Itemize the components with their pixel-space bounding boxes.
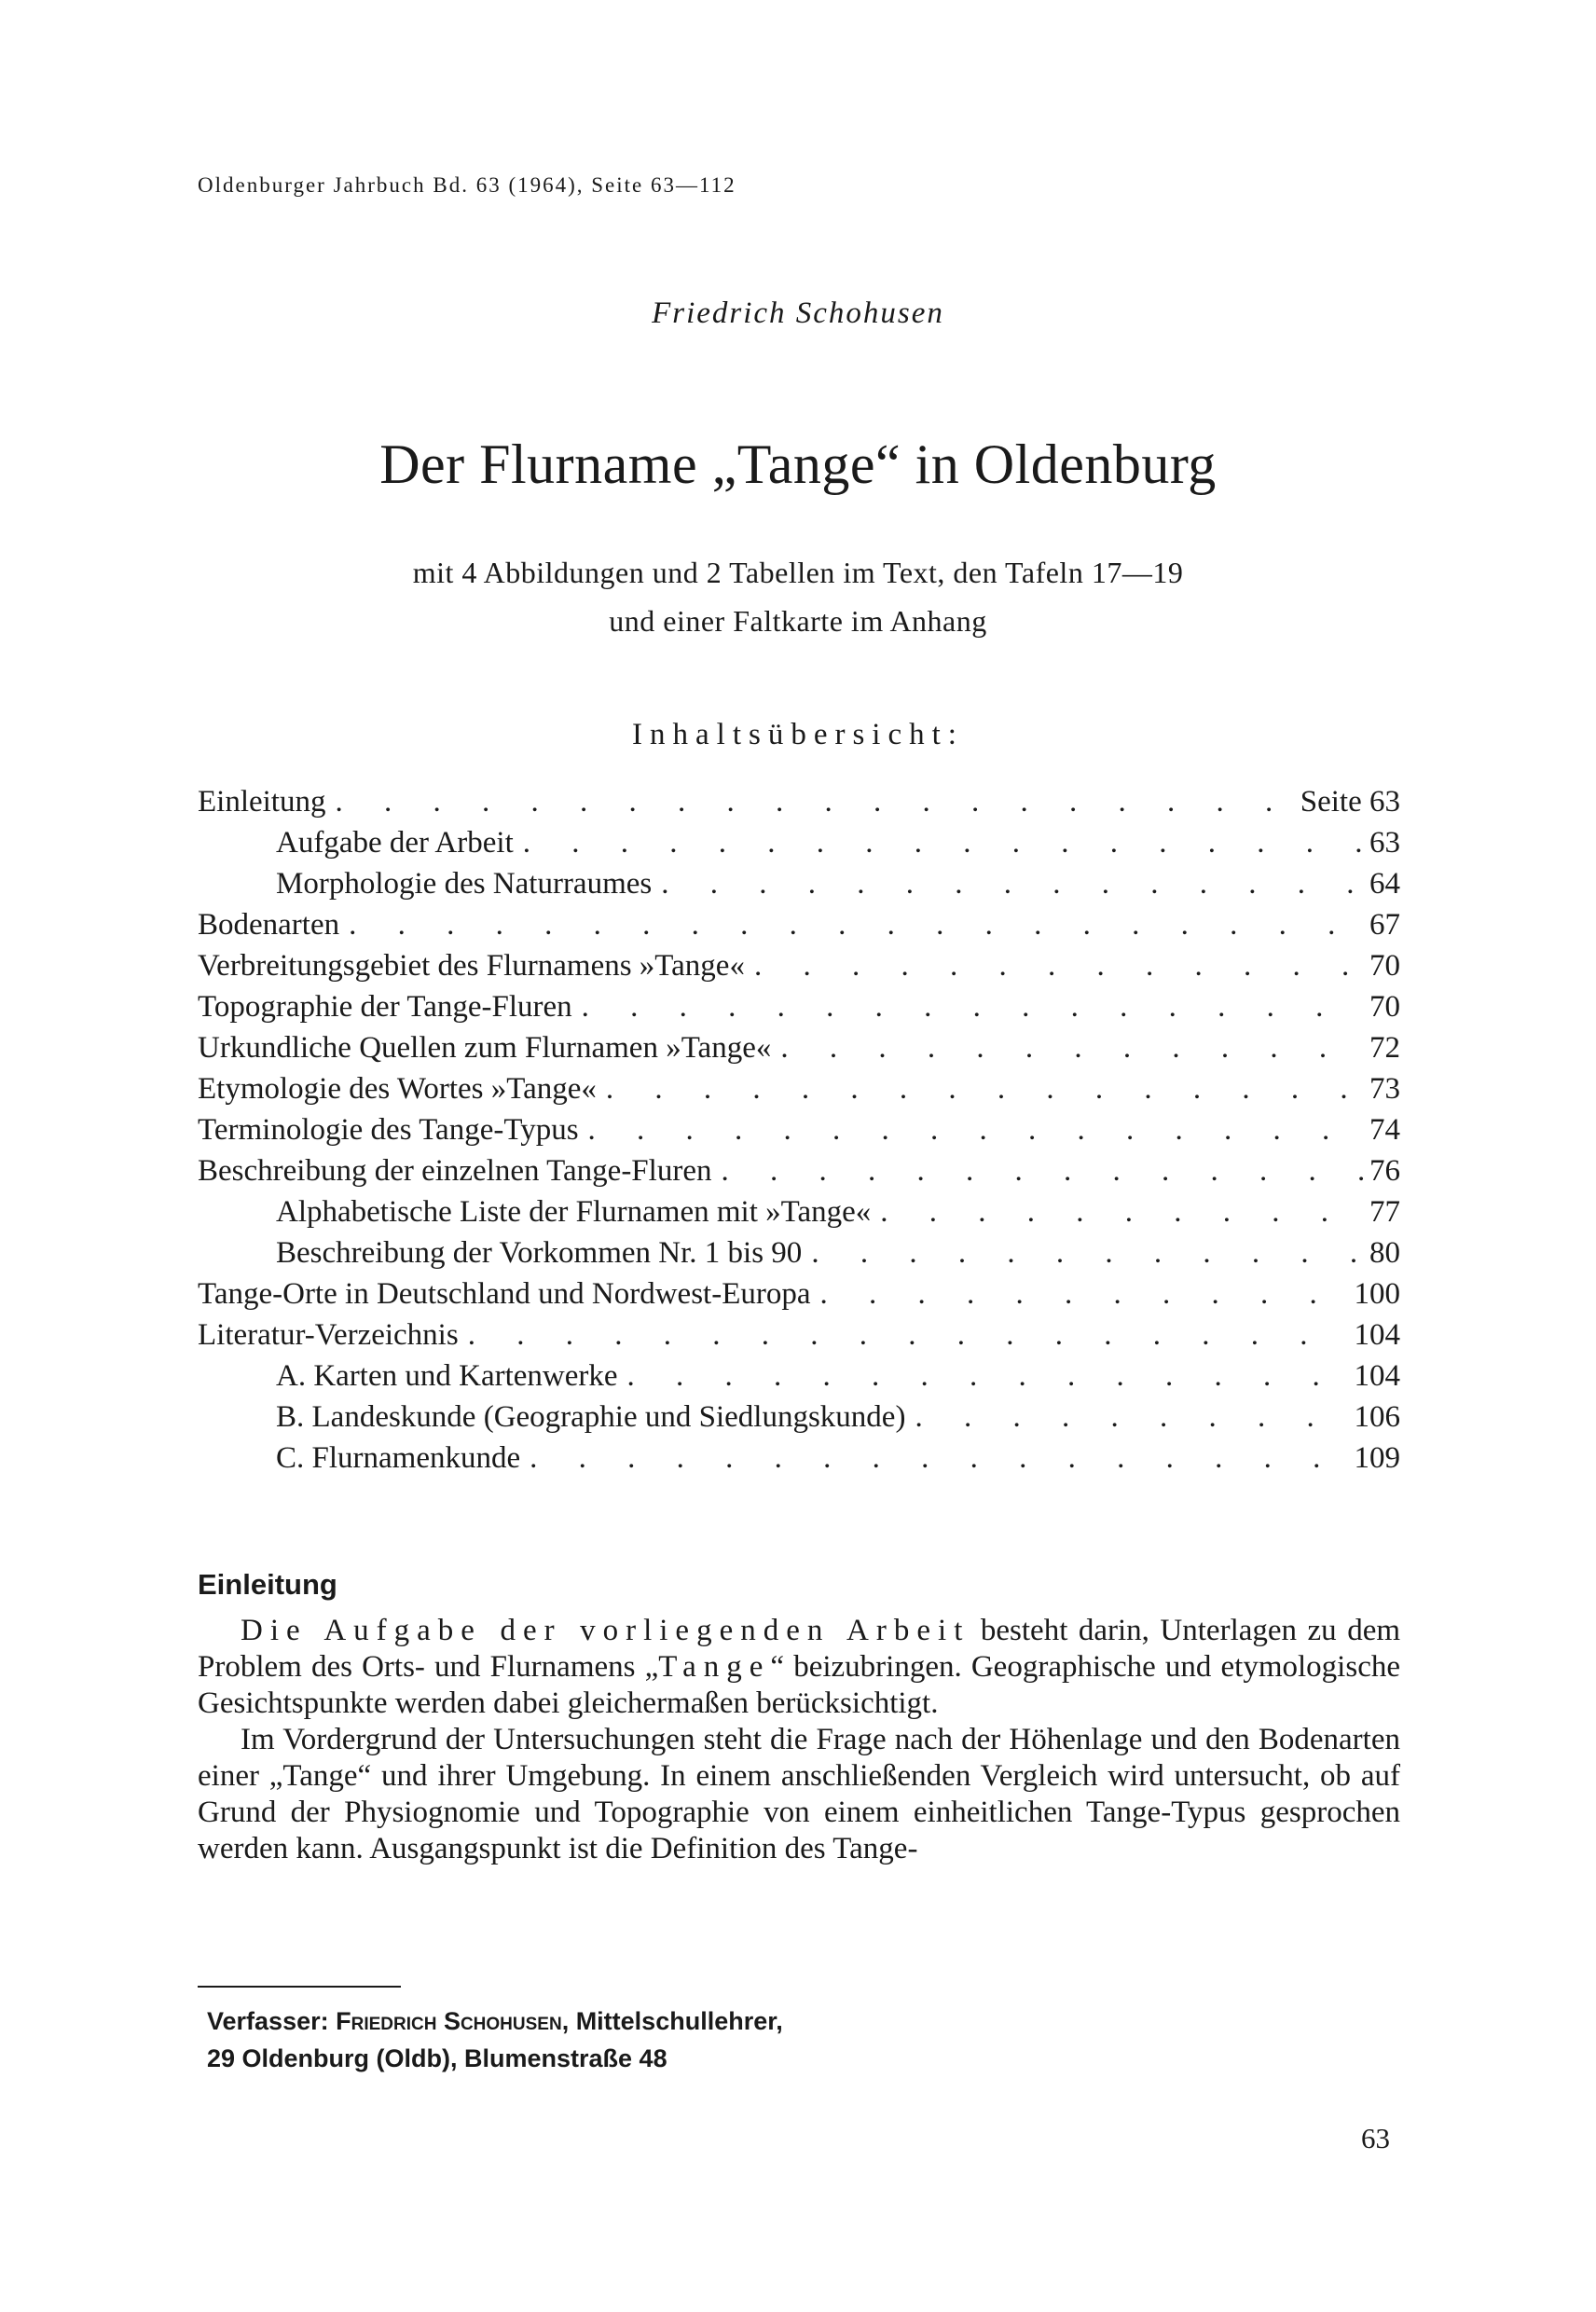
page-number: 63	[1361, 2122, 1390, 2154]
toc-entry-page: 104	[1354, 1359, 1400, 1393]
footnote-address: 29 Oldenburg (Oldb), Blumenstraße 48	[207, 2044, 667, 2072]
toc-entry-label: Morphologie des Naturraumes	[276, 867, 653, 901]
paragraph-2: Im Vordergrund der Untersuchungen steht die Frage nach der Höhenlage und den Bodenarten einer „Tange“ und ihrer Umgebung. In einem anschließenden Vergleich wird untersucht, ob auf Grund der Physiognomie und Topographie von einem einheitlichen Tange-Typus gesprochen werden kann. Ausgangspunkt ist die Definition des Tange-	[198, 1723, 1400, 1865]
toc-entry-label: Bodenarten	[198, 908, 340, 942]
toc-dot-leader	[661, 863, 1364, 904]
table-of-contents	[198, 781, 1400, 1479]
toc-dot-leader	[811, 1232, 1364, 1273]
toc-entry-page: 64	[1369, 867, 1400, 901]
toc-dot-leader	[721, 1150, 1364, 1191]
toc-entry	[198, 1273, 1400, 1314]
toc-entry	[198, 986, 1400, 1027]
footnote-role: , Mittelschullehrer,	[561, 2007, 783, 2035]
toc-entry-label: Einleitung	[198, 785, 326, 819]
toc-entry-page: 63	[1369, 826, 1400, 860]
toc-entry-label: Topographie der Tange-Fluren	[198, 990, 572, 1024]
toc-entry	[198, 1068, 1400, 1109]
toc-entry-page: 70	[1369, 949, 1400, 983]
toc-entry-page: 104	[1354, 1318, 1400, 1352]
toc-entry-page: 67	[1369, 908, 1400, 942]
toc-entry-label: Verbreitungsgebiet des Flurnamens »Tange«	[198, 949, 745, 983]
paper-subtitle	[0, 548, 1596, 645]
toc-entry-page: Seite 63	[1300, 785, 1400, 819]
toc-entry-label: C. Flurnamenkunde	[276, 1441, 521, 1475]
toc-dot-leader	[780, 1027, 1364, 1068]
toc-dot-leader	[530, 1438, 1348, 1479]
toc-entry-page: 70	[1369, 990, 1400, 1024]
toc-entry-label: Alphabetische Liste der Flurnamen mit »Tange«	[276, 1195, 872, 1229]
toc-dot-leader	[335, 781, 1294, 822]
toc-entry	[198, 1397, 1400, 1438]
toc-entry	[198, 1356, 1400, 1397]
toc-dot-leader	[582, 986, 1364, 1027]
toc-dot-leader	[523, 822, 1364, 863]
author-footnote	[207, 2002, 1326, 2077]
section-heading: Einleitung	[198, 1568, 337, 1601]
toc-entry-label: Etymologie des Wortes »Tange«	[198, 1072, 597, 1106]
toc-dot-leader	[754, 945, 1364, 986]
toc-entry-label: Tange-Orte in Deutschland und Nordwest-Europa	[198, 1277, 811, 1311]
toc-entry-page: 106	[1354, 1400, 1400, 1434]
toc-entry-page: 109	[1354, 1441, 1400, 1475]
emphasized-term: Tange	[658, 1650, 771, 1684]
paragraph-1	[198, 1613, 1400, 1722]
toc-entry	[198, 863, 1400, 904]
emphasized-phrase: Die Aufgabe der vorliegenden Arbeit	[241, 1614, 970, 1647]
toc-entry	[198, 781, 1400, 822]
toc-entry-label: Terminologie des Tange-Typus	[198, 1113, 579, 1147]
toc-entry	[198, 1027, 1400, 1068]
toc-entry-page: 100	[1354, 1277, 1400, 1311]
toc-entry-label: A. Karten und Kartenwerke	[276, 1359, 618, 1393]
toc-entry	[198, 1314, 1400, 1356]
toc-entry	[198, 1191, 1400, 1232]
toc-entry-page: 72	[1369, 1031, 1400, 1065]
toc-entry-label: Beschreibung der Vorkommen Nr. 1 bis 90	[276, 1236, 803, 1270]
author-name: Friedrich Schohusen	[652, 296, 944, 330]
toc-dot-leader	[349, 904, 1364, 945]
subtitle-line-1: mit 4 Abbildungen und 2 Tabellen im Text, den Tafeln 17—19	[412, 556, 1184, 589]
toc-entry	[198, 1150, 1400, 1191]
toc-entry-page: 76	[1369, 1154, 1400, 1188]
toc-entry-label: Literatur-Verzeichnis	[198, 1318, 459, 1352]
footnote-prefix: Verfasser:	[207, 2007, 337, 2035]
toc-dot-leader	[588, 1109, 1364, 1150]
toc-entry	[198, 1232, 1400, 1273]
toc-entry	[198, 1109, 1400, 1150]
toc-dot-leader	[627, 1356, 1349, 1397]
toc-dot-leader	[468, 1314, 1349, 1356]
toc-entry-page: 80	[1369, 1236, 1400, 1270]
toc-entry-label: B. Landeskunde (Geographie und Siedlungskunde)	[276, 1400, 906, 1434]
toc-entry-label: Beschreibung der einzelnen Tange-Fluren	[198, 1154, 712, 1188]
toc-entry-label: Aufgabe der Arbeit	[276, 826, 514, 860]
footnote-divider	[198, 1986, 401, 1988]
subtitle-line-2: und einer Faltkarte im Anhang	[609, 604, 987, 638]
toc-entry-page: 77	[1369, 1195, 1400, 1229]
toc-dot-leader	[820, 1273, 1349, 1314]
paper-title: Der Flurname „Tange“ in Oldenburg	[379, 434, 1217, 495]
toc-entry	[198, 1438, 1400, 1479]
toc-entry	[198, 904, 1400, 945]
journal-reference: Oldenburger Jahrbuch Bd. 63 (1964), Seite 63—112	[198, 173, 736, 197]
body-text	[198, 1613, 1400, 1867]
toc-heading: Inhaltsübersicht:	[632, 718, 964, 751]
toc-entry-label: Urkundliche Quellen zum Flurnamen »Tange«	[198, 1031, 772, 1065]
toc-entry	[198, 945, 1400, 986]
toc-dot-leader	[915, 1397, 1348, 1438]
toc-dot-leader	[606, 1068, 1364, 1109]
toc-entry	[198, 822, 1400, 863]
toc-entry-page: 73	[1369, 1072, 1400, 1106]
toc-dot-leader	[880, 1191, 1364, 1232]
paragraph-1-text-a: besteht darin, Unterlagen zu dem Problem des Orts- und Flurnamens „	[198, 1614, 1401, 1684]
footnote-line-1	[207, 2002, 1326, 2040]
toc-entry-page: 74	[1369, 1113, 1400, 1147]
footnote-author-name: Friedrich Schohusen	[336, 2007, 562, 2035]
paragraph-1-text-b: “ beizubringen. Geographische und etymologische Gesichtspunkte werden dabei gleichermaßen berücksichtigt.	[198, 1650, 1400, 1720]
